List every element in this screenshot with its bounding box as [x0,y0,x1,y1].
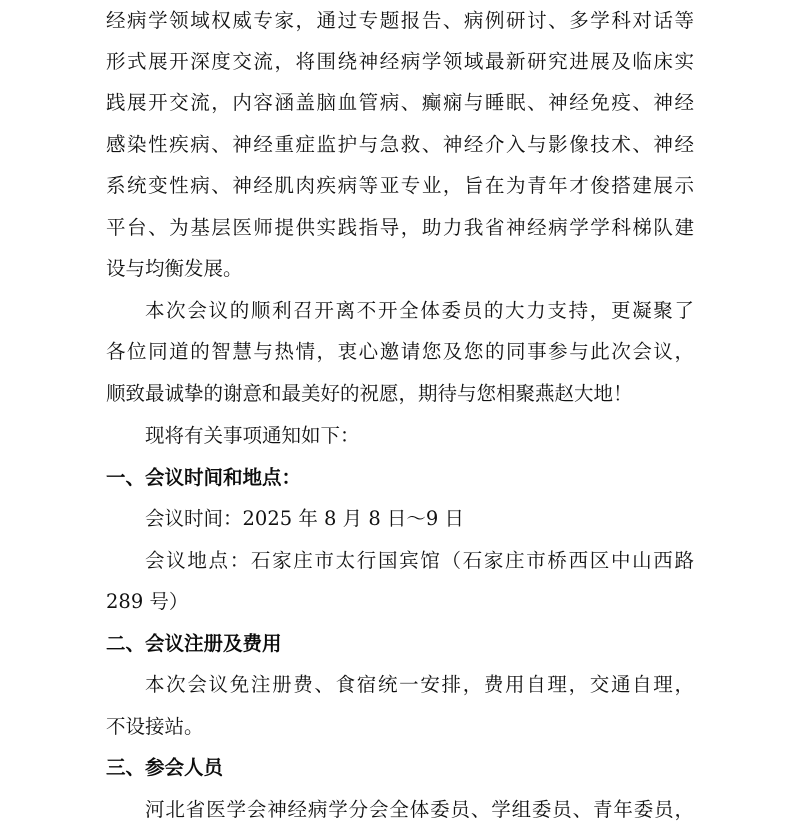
section-heading-attendees: 三、参会人员 [106,756,224,779]
meeting-location-line: 会议地点：石家庄市太行国宾馆（石家庄市桥西区中山西路 [145,549,694,572]
meeting-location-address-line: 289 号） [106,590,189,613]
section-heading-time-location: 一、会议时间和地点： [106,466,302,489]
paragraph-first-line: 本次会议免注册费、食宿统一安排，费用自理，交通自理， [145,673,694,696]
section-heading-registration: 二、会议注册及费用 [106,632,282,655]
meeting-time-line: 会议时间：2025 年 8 月 8 日～9 日 [145,507,465,530]
body-text-line: 践展开交流，内容涵盖脑血管病、癫痫与睡眠、神经免疫、神经 [106,91,694,114]
paragraph-first-line: 河北省医学会神经病学分会全体委员、学组委员、青年委员， [145,798,694,821]
body-text-line: 顺致最诚挚的谢意和最美好的祝愿，期待与您相聚燕赵大地！ [106,382,633,405]
body-text-line: 系统变性病、神经肌肉疾病等亚专业，旨在为青年才俊搭建展示 [106,174,694,197]
body-text-line: 不设接站。 [106,715,204,738]
body-text-line: 形式展开深度交流，将围绕神经病学领域最新研究进展及临床实 [106,50,694,73]
body-text-line: 感染性疾病、神经重症监护与急救、神经介入与影像技术、神经 [106,133,694,156]
paragraph-first-line: 现将有关事项通知如下： [145,424,360,447]
body-text-line: 各位同道的智慧与热情，衷心邀请您及您的同事参与此次会议， [106,340,694,363]
body-text-line: 经病学领域权威专家，通过专题报告、病例研讨、多学科对话等 [106,9,694,32]
body-text-line: 平台、为基层医师提供实践指导，助力我省神经病学学科梯队建 [106,216,694,239]
paragraph-first-line: 本次会议的顺利召开离不开全体委员的大力支持，更凝聚了 [145,299,694,322]
body-text-line: 设与均衡发展。 [106,257,243,280]
